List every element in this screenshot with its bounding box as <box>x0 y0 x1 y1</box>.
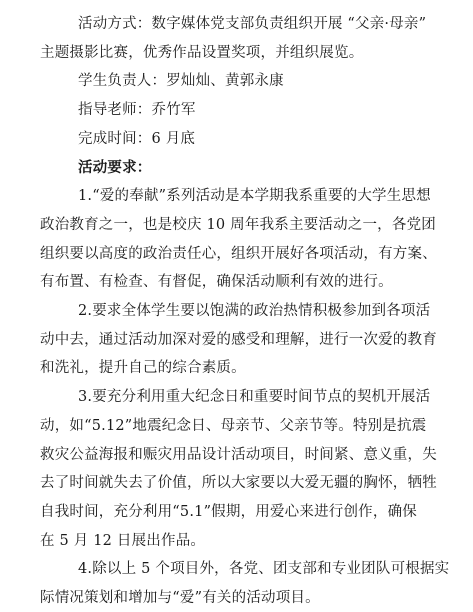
item-2-line-2: 动中去，通过活动加深对爱的感受和理解，进行一次爱的教育 <box>40 331 437 348</box>
item-2-line-3: 和洗礼，提升自己的综合素质。 <box>40 360 246 377</box>
item-3-line-6: 在 5 月 12 日展出作品。 <box>40 532 206 549</box>
activity-method-line-2: 主题摄影比赛，优秀作品设置奖项，并组织展览。 <box>40 44 364 61</box>
item-1-line-4: 有布置、有检查、有督促，确保活动顺利有效的进行。 <box>40 274 393 291</box>
item-3-line-1: 3.要充分利用重大纪念日和重要时间节点的契机开展活 <box>78 389 431 406</box>
item-1-line-2: 政治教育之一，也是校庆 10 周年我系主要活动之一，各党团 <box>40 216 436 233</box>
activity-method-line-1: 活动方式：数字媒体党支部负责组织开展 “父亲·母亲” <box>78 16 427 32</box>
item-4-line-2: 际情况策划和增加与“爱”有关的活动项目。 <box>40 590 320 606</box>
completion-time: 完成时间：6 月底 <box>78 130 196 147</box>
item-3-line-3: 救灾公益海报和赈灾用品设计活动项目，时间紧、意义重，失 <box>40 446 437 463</box>
item-3-line-4: 去了时间就失去了价值，所以大家要以大爱无疆的胸怀，牺牲 <box>40 475 437 492</box>
item-1-line-3: 组织要以高度的政治责任心，组织开展好各项活动，有方案、 <box>40 245 437 262</box>
student-leaders: 学生负责人：罗灿灿、黄郭永康 <box>78 73 284 90</box>
item-1-line-1: 1.“爱的奉献”系列活动是本学期我系重要的大学生思想 <box>78 188 431 205</box>
item-3-line-5: 自我时间，充分利用“5.1”假期，用爱心来进行创作，确保 <box>40 503 417 520</box>
item-2-line-1: 2.要求全体学生要以饱满的政治热情积极参加到各项活 <box>78 303 431 319</box>
item-4-line-1: 4.除以上 5 个项目外，各党、团支部和专业团队可根据实 <box>78 561 450 578</box>
item-3-line-2: 动，如“5.12”地震纪念日、母亲节、父亲节等。特别是抗震 <box>40 417 427 434</box>
requirements-heading: 活动要求： <box>78 159 152 176</box>
advisor: 指导老师：乔竹军 <box>78 102 196 119</box>
